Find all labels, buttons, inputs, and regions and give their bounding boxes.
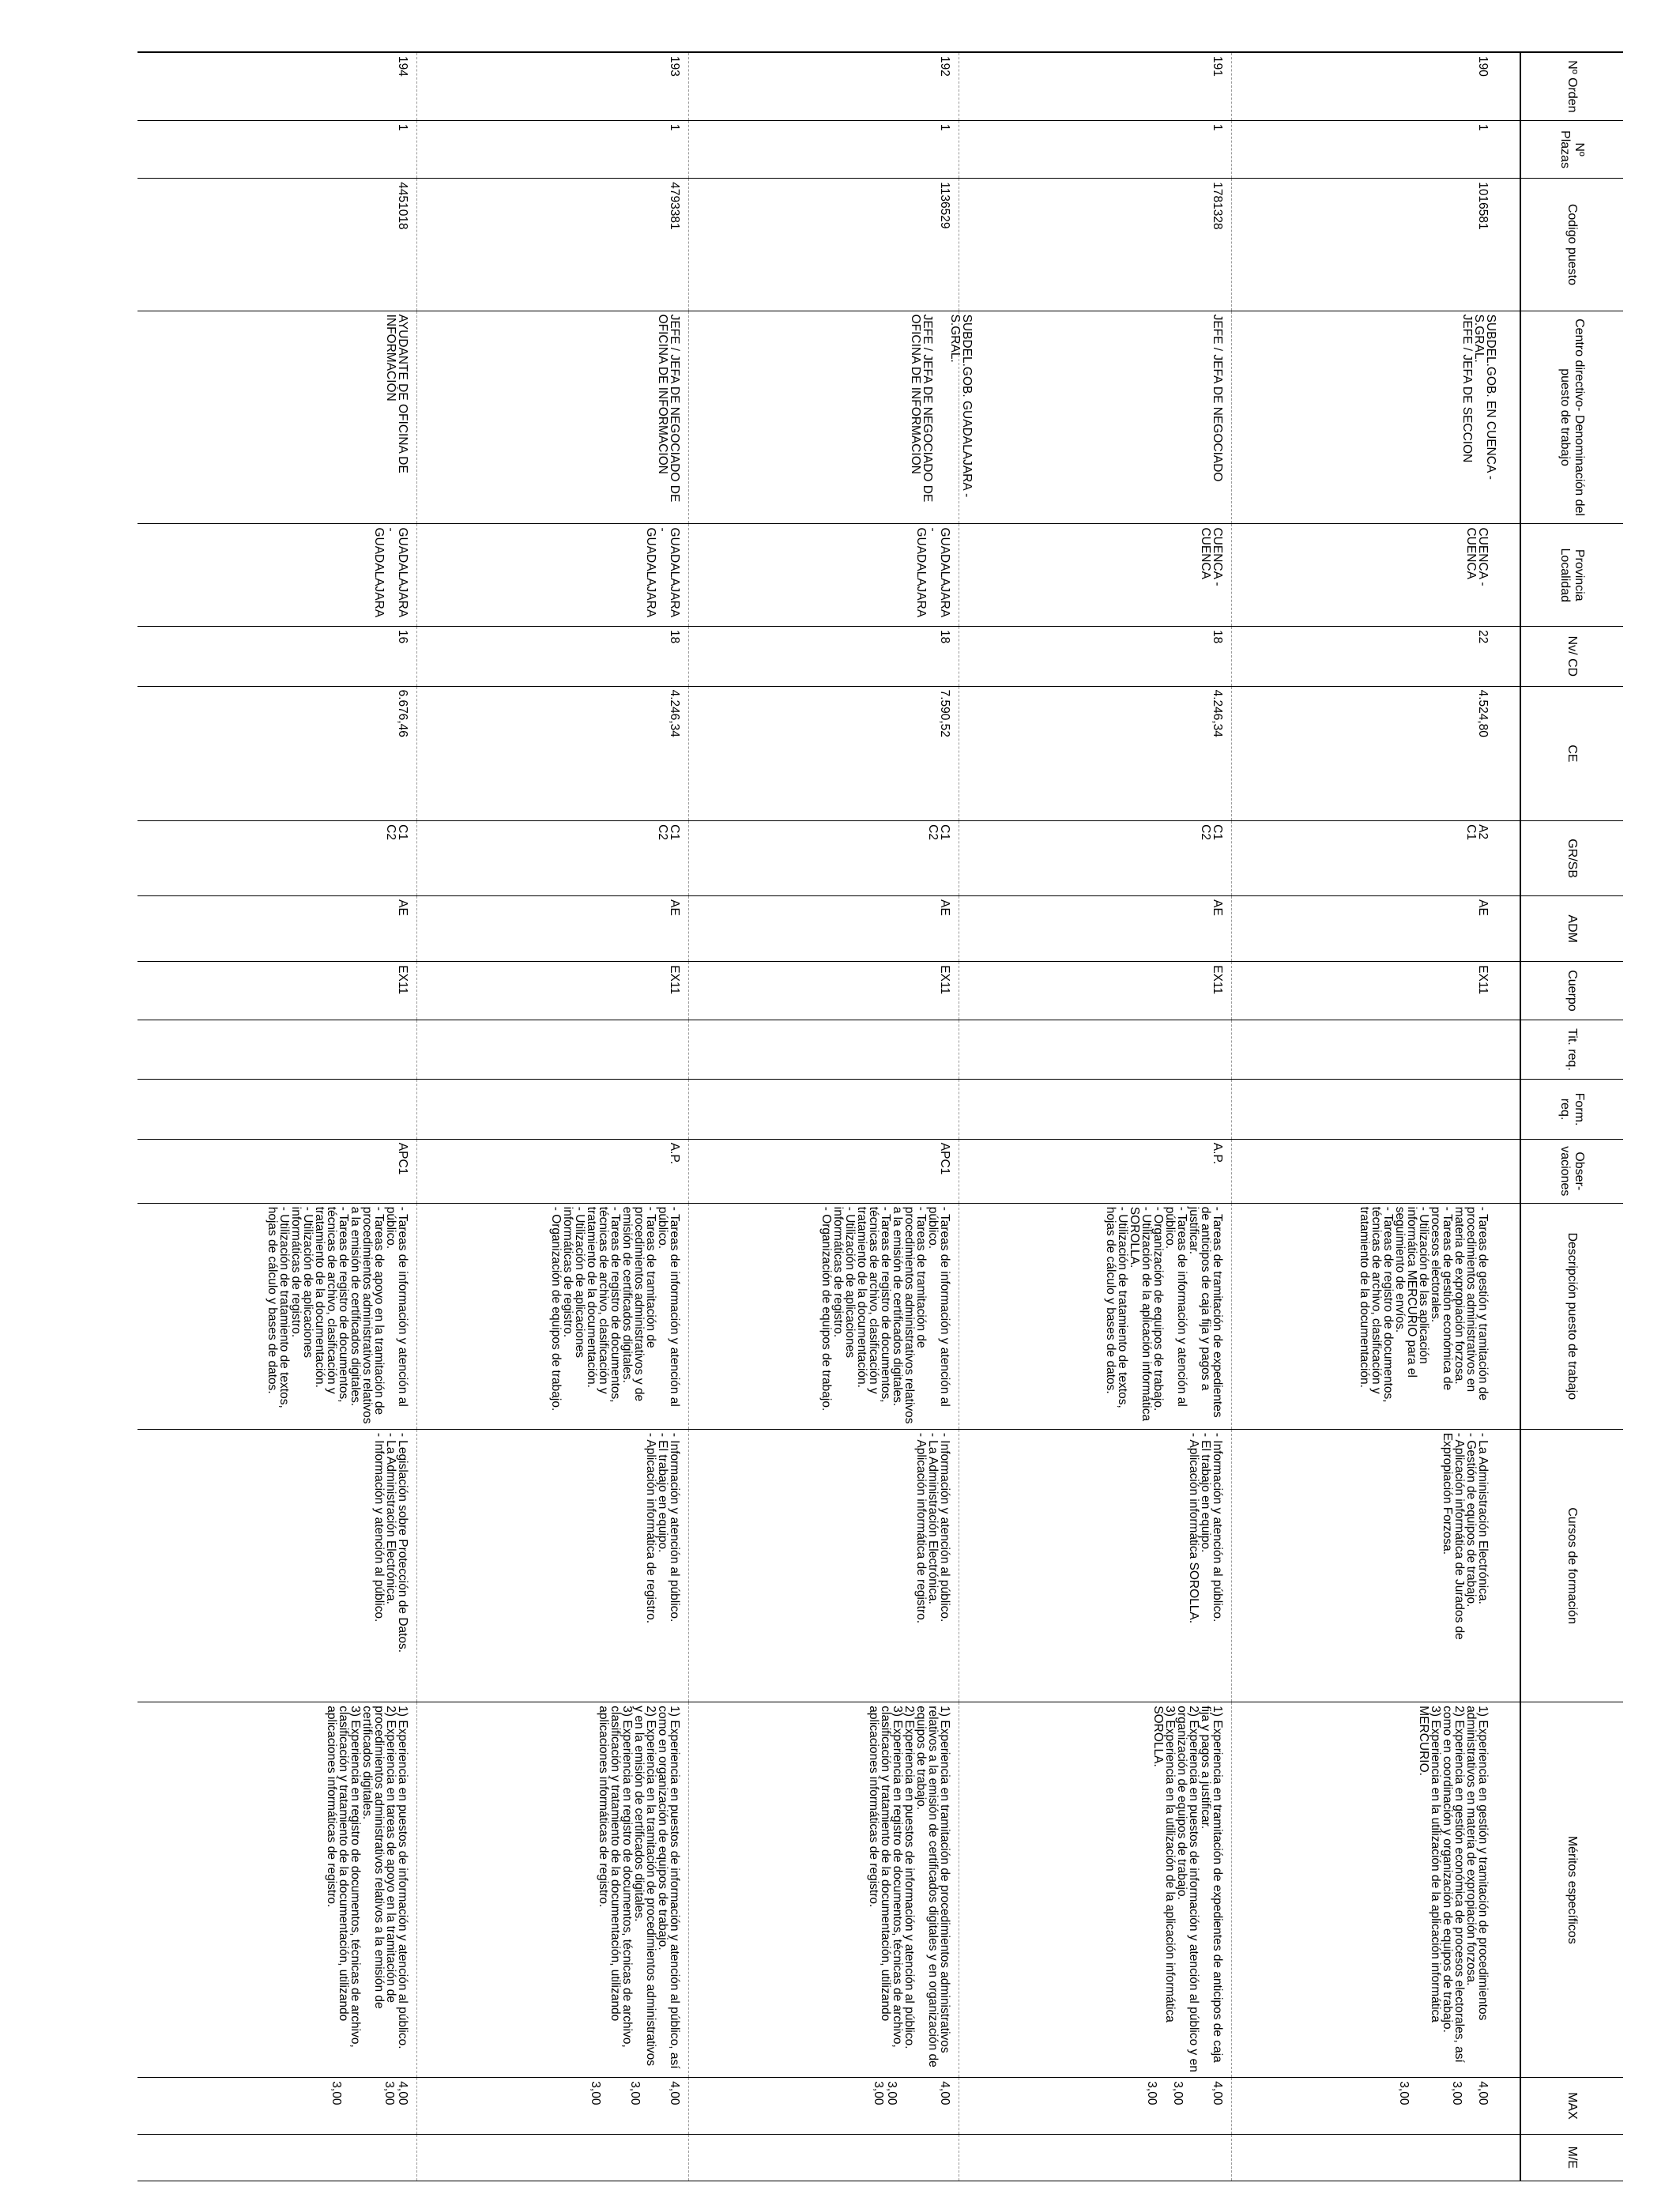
col-header-meritos: Méritos específicos [1520, 1702, 1623, 2078]
max-value-1: 4,00 [1210, 2081, 1224, 2105]
orden-cell: 194 [137, 52, 416, 120]
max-value-2: 3,00 [627, 2081, 642, 2105]
plazas-cell: 1 [137, 120, 416, 178]
formacion-cell [416, 1080, 688, 1140]
max-cell [416, 2078, 688, 2134]
provincia-cell: GUADALAJARA - GUADALAJARA [137, 524, 416, 627]
codigo-cell: 1136529 [688, 179, 959, 311]
col-header-nivel: Nv/ CD [1520, 627, 1623, 687]
max-value-2: 3,00 [382, 2081, 396, 2105]
grupo-cell: C1 C2 [416, 821, 688, 896]
codigo-cell: 4451018 [137, 179, 416, 311]
denominacion: AYUDANTE DE OFICINA DE INFORMACIÓN [383, 314, 409, 473]
max-value-1: 4,00 [395, 2081, 409, 2105]
grupo-cell: A2 C1 [1231, 821, 1497, 896]
col-header-titulacion: Tit. req. [1520, 1020, 1623, 1080]
cuerpo-cell: EX11 [1231, 962, 1497, 1020]
centro-cell [416, 311, 688, 524]
meritos-cell: 1) Experiencia en tramitación de expedientes de anticipos de caja fija y pagos a justificar. 2) Experiencia en puestos de información y atención al público y en organización de equipos de trabajo. 3) Experiencia en la utilización de la aplicación informática SOROLLA. [959, 1702, 1231, 2078]
table-row [688, 52, 959, 2181]
col-header-me: M/E [1520, 2134, 1623, 2181]
max-value-3: 3,00 [329, 2081, 343, 2105]
max-cell [959, 2078, 1231, 2134]
provincia-cell: GUADALAJARA - GUADALAJARA [416, 524, 688, 627]
adm-cell: AE [416, 896, 688, 962]
adm-cell: AE [137, 896, 416, 962]
centro-cell [688, 311, 974, 524]
titulacion-cell [959, 1020, 1231, 1080]
observaciones-cell: APC1 [688, 1139, 959, 1203]
ce-cell: 4.246,34 [959, 686, 1231, 821]
table-row [1231, 52, 1497, 2181]
titulacion-cell [688, 1020, 959, 1080]
cuerpo-cell: EX11 [959, 962, 1231, 1020]
observaciones-cell: APC1 [137, 1139, 416, 1203]
col-header-codigo: Codigo puesto [1520, 179, 1623, 311]
cursos-cell: - Legislación sobre Protección de Datos. - La Administración Electrónica. - Información y atención al público. [137, 1429, 416, 1702]
max-value-3: 3,00 [588, 2081, 602, 2105]
provincia-cell: GUADALAJARA - GUADALAJARA [688, 524, 959, 627]
centro-cell [959, 311, 1231, 524]
titulacion-cell [137, 1020, 416, 1080]
descripcion-cell: - Tareas de información y atención al público. - Tareas de apoyo en la tramitación de procedimientos administrativos relativos a la emisión de certificados digitales. - Tareas de registro de documentos, técnicas de archivo, clasificación y tratamiento de la documentación. - Utilización de aplicaciones informáticas de registro. - Utilización de tratamiento de textos, hojas de cálculo y bases de datos. [137, 1203, 416, 1429]
orden-cell: 193 [416, 52, 688, 120]
max-value-3: 3,00 [1144, 2081, 1158, 2105]
me-cell [688, 2134, 959, 2181]
provincia-cell: CUENCA - CUENCA [959, 524, 1231, 627]
col-header-plazas: Nº Plazas [1520, 120, 1623, 178]
adm-cell: AE [688, 896, 959, 962]
centro-cell [137, 311, 416, 524]
max-value-2: 3,00 [1170, 2081, 1185, 2105]
col-header-cuerpo: Cuerpo [1520, 962, 1623, 1020]
provincia-cell: CUENCA - CUENCA [1231, 524, 1497, 627]
cuerpo-cell: EX11 [137, 962, 416, 1020]
cuerpo-cell: EX11 [416, 962, 688, 1020]
col-header-orden: Nº Orden [1520, 52, 1623, 120]
nivel-cell: 22 [1231, 627, 1497, 687]
codigo-cell: 4793381 [416, 179, 688, 311]
descripcion-cell: - Tareas de tramitación de expedientes de anticipos de caja fija y pagos a justificar. - Tareas de información y atención al público. - Organización de equipos de trabajo. - Utilización de la aplicación informática SOROLLA. - Utilización de tratamiento de textos, hojas de cálculo y bases de datos. [959, 1203, 1231, 1429]
titulacion-cell [1231, 1020, 1497, 1080]
col-header-grupo: GR/SB [1520, 821, 1623, 896]
max-value-2: 3,00 [1450, 2081, 1463, 2105]
col-header-provincia: Provincia Localidad [1520, 524, 1623, 627]
codigo-cell: 1781328 [959, 179, 1231, 311]
vacancy-table [137, 51, 1623, 2181]
descripcion-cell: - Tareas de información y atención al público. - Tareas de tramitación de procedimientos administrativos relativos a la emisión de certificados digitales. - Tareas de registro de documentos, técnicas de archivo, clasificación y tratamiento de la documentación. - Utilización de aplicaciones informáticas de registro. - Organización de equipos de trabajo. [688, 1203, 959, 1429]
adm-cell: AE [1231, 896, 1497, 962]
col-header-descripcion: Descripción puesto de trabajo [1520, 1203, 1623, 1429]
centro-directivo: SUBDEL.GOB. GUADALAJARA - S.GRAL. [947, 314, 974, 498]
cursos-cell: - Información y atención al público. - El trabajo en equipo. - Aplicación informática SOROLLA. [959, 1429, 1231, 1702]
ce-cell: 4.524,80 [1231, 686, 1497, 821]
denominacion: JEFE / JEFA DE SECCION [1460, 314, 1474, 463]
me-cell [137, 2134, 416, 2181]
orden-cell: 190 [1231, 52, 1497, 120]
col-header-formacion: Form. req. [1520, 1080, 1623, 1140]
denominacion: JEFE / JEFA DE NEGOCIADO DE OFICINA DE INFORMACION [655, 314, 681, 503]
titulacion-cell [416, 1020, 688, 1080]
formacion-cell [137, 1080, 416, 1140]
denominacion: JEFE / JEFA DE NEGOCIADO [1210, 314, 1224, 482]
cursos-cell: - La Administración Electrónica. - Gestión de equipos de trabajo. - Aplicación informática de Jurados de Expropiación Forzosa. [1231, 1429, 1497, 1702]
max-value-1: 4,00 [937, 2081, 951, 2105]
observaciones-cell: A.P. [416, 1139, 688, 1203]
meritos-cell: 1) Experiencia en puestos de información y atención al público, así como en organización de equipos de trabajo. 2) Experiencia en la tramitación de procedimientos administrativos y en la emisión de certificados digitales. 3) Experiencia en registro de documentos, técnicas de archivo, clasificación y tratamiento de la documentación, utilizando aplicaciones informáticas de registro. [416, 1702, 688, 2078]
descripcion-cell: - Tareas de información y atención al público. - Tareas de tramitación de procedimientos administrativos y de emisión de certificados digitales. - Tareas de registro de documentos, técnicas de archivo, clasificación y tratamiento de la documentación. - Utilización de aplicaciones informáticas de registro. - Organización de equipos de trabajo. [416, 1203, 688, 1429]
denominacion: JEFE / JEFA DE NEGOCIADO DE OFICINA DE INFORMACION [908, 314, 934, 503]
col-header-max: MAX [1520, 2078, 1623, 2134]
plazas-cell: 1 [688, 120, 959, 178]
col-header-ce: CE [1520, 686, 1623, 821]
max-cell [688, 2078, 959, 2134]
meritos-cell: 1) Experiencia en gestión y tramitación de procedimientos administrativos en materia de expropiación forzosa. 2) Experiencia en gestión económica de procesos electorales, así como en coordinación y organización de equipos de trabajo. 3) Experiencia en la utilización de la aplicación informática MERCURIO. [1231, 1702, 1497, 2078]
header-row [1520, 52, 1623, 2181]
adm-cell: AE [959, 896, 1231, 962]
spacer-row [1497, 52, 1520, 2181]
observaciones-cell [1231, 1139, 1497, 1203]
col-header-centro: Centro directivo- Denominación del puesto de trabajo [1520, 311, 1623, 524]
observaciones-cell: A.P. [959, 1139, 1231, 1203]
max-value-1: 4,00 [1476, 2081, 1490, 2105]
nivel-cell: 18 [416, 627, 688, 687]
formacion-cell [959, 1080, 1231, 1140]
col-header-cursos: Cursos de formación [1520, 1429, 1623, 1702]
nivel-cell: 16 [137, 627, 416, 687]
cursos-cell: - Información y atención al público. - El trabajo en equipo. - Aplicación informática de registro. [416, 1429, 688, 1702]
codigo-cell: 1016581 [1231, 179, 1497, 311]
grupo-cell: C1 C2 [959, 821, 1231, 896]
grupo-cell: C1 C2 [137, 821, 416, 896]
formacion-cell [1231, 1080, 1497, 1140]
col-header-observaciones: Obser- vaciones [1520, 1139, 1623, 1203]
max-value-3: 3,00 [871, 2081, 885, 2105]
plazas-cell: 1 [1231, 120, 1497, 178]
max-value-2: 3,00 [884, 2081, 898, 2105]
col-header-adm: ADM [1520, 896, 1623, 962]
nivel-cell: 18 [959, 627, 1231, 687]
grupo-cell: C1 C2 [688, 821, 959, 896]
table-row [959, 52, 1231, 2181]
formacion-cell [688, 1080, 959, 1140]
me-cell [1231, 2134, 1497, 2181]
ce-cell: 6.676,46 [137, 686, 416, 821]
max-value-1: 4,00 [667, 2081, 681, 2105]
centro-cell [1231, 311, 1497, 524]
cuerpo-cell: EX11 [688, 962, 959, 1020]
ce-cell: 7.590,52 [688, 686, 959, 821]
table-row [416, 52, 688, 2181]
nivel-cell: 18 [688, 627, 959, 687]
cursos-cell: - Información y atención al público. - La Administración Electrónica. - Aplicación informática de registro. [688, 1429, 959, 1702]
plazas-cell: 1 [959, 120, 1231, 178]
descripcion-cell: - Tareas de gestión y tramitación de procedimientos administrativos en materia de expropiación forzosa. - Tareas de gestión económica de procesos electorales. - Utilización de las aplicación informática MERCURIO para el seguimiento de envíos. - Tareas de registro de documentos, técnicas de archivo, clasificación y tratamiento de la documentación. [1231, 1203, 1497, 1429]
max-cell [137, 2078, 416, 2134]
meritos-cell: 1) Experiencia en tramitación de procedimientos administrativos relativos a la emisión de certificados digitales y en organización de equipos de trabajo. 2) Experiencia en puestos de información y atención al público. 3) Experiencia en registro de documentos, técnicas de archivo, clasificación y tratamiento de la documentación, utilizando aplicaciones informáticas de registro. [688, 1702, 959, 2078]
plazas-cell: 1 [416, 120, 688, 178]
me-cell [959, 2134, 1231, 2181]
meritos-cell: 1) Experiencia en puestos de información y atención al público. 2) Experiencia en tareas de apoyo en la tramitación de procedimientos administrativos relativos a la emisión de certificados digitales. 3) Experiencia en registro de documentos, técnicas de archivo, clasificación y tratamiento de la documentación, utilizando aplicaciones informáticas de registro. [137, 1702, 416, 2078]
orden-cell: 191 [959, 52, 1231, 120]
orden-cell: 192 [688, 52, 959, 120]
ce-cell: 4.246,34 [416, 686, 688, 821]
max-cell [1231, 2078, 1497, 2134]
me-cell [416, 2134, 688, 2181]
max-value-3: 3,00 [1397, 2081, 1411, 2105]
table-row [137, 52, 416, 2181]
centro-directivo: SUBDEL.GOB. EN CUENCA - S.GRAL. [1472, 314, 1497, 480]
